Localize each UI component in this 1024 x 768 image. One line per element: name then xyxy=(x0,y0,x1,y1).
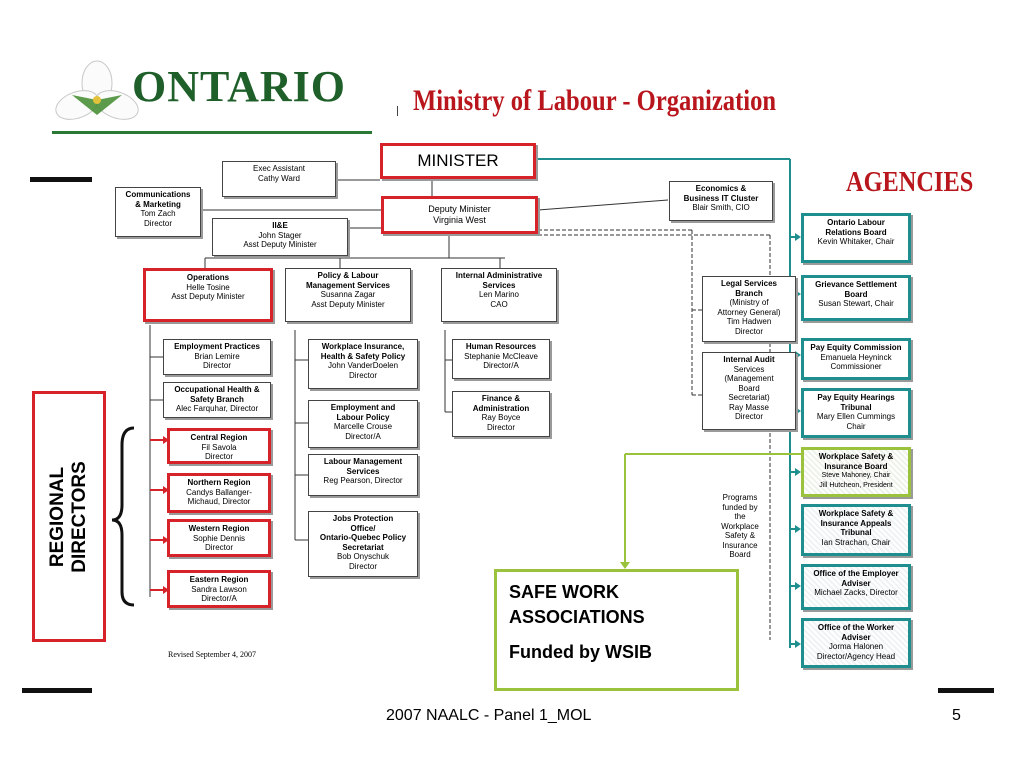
workplace-insurance-policy-box xyxy=(308,339,418,389)
legal-services-line-3: (Ministry of xyxy=(729,298,769,307)
internal-admin-box xyxy=(441,268,557,322)
internal-audit-line-2: Services xyxy=(733,364,765,374)
programs-note xyxy=(710,493,770,560)
communications-role: Director xyxy=(143,218,172,228)
programs-note-line: Board xyxy=(729,550,751,559)
policy-labour-box xyxy=(285,268,411,322)
jobs-protection-role: Director xyxy=(348,561,377,571)
workplace-insurance-policy-name: John VanderDoelen xyxy=(327,361,399,370)
employment-labour-policy-box xyxy=(308,400,418,448)
iie-title: II&E xyxy=(272,221,288,230)
deputy-minister-box xyxy=(381,196,538,234)
labour-management-box xyxy=(308,454,418,496)
jobs-protection-box xyxy=(308,511,418,577)
agency-olrb-name: Kevin Whitaker, Chair xyxy=(817,237,895,246)
agency-olrb xyxy=(801,213,911,263)
legal-services-line-6: Director xyxy=(734,326,763,336)
agency-oea-title-1: Office of the Employer xyxy=(813,569,899,578)
jobs-protection-title-3: Ontario-Quebec Policy xyxy=(319,533,407,542)
internal-audit-line-7: Director xyxy=(734,412,763,421)
legal-services-line-4: Attorney General) xyxy=(717,307,781,317)
finance-admin-title-1: Finance & xyxy=(481,394,521,403)
minister-label: MINISTER xyxy=(417,151,499,170)
deputy-minister-title: Deputy Minister xyxy=(428,204,491,214)
programs-note-line: Safety & xyxy=(724,531,756,540)
iie-name: John Stager xyxy=(258,230,302,240)
iie-box xyxy=(212,218,348,256)
workplace-insurance-policy-title-2: Health & Safety Policy xyxy=(320,351,406,361)
agency-wsib xyxy=(801,447,911,497)
internal-audit-line-6: Ray Masse xyxy=(728,402,769,412)
safe-work-line-1: SAFE WORK xyxy=(509,582,619,602)
programs-note-line: Workplace xyxy=(721,521,759,531)
exec-assistant-box xyxy=(222,161,336,197)
agency-oea-title-2: Adviser xyxy=(841,578,871,588)
eastern-region-box xyxy=(167,570,271,608)
communications-name: Tom Zach xyxy=(140,209,176,218)
agency-peht-title-1: Pay Equity Hearings xyxy=(817,393,895,402)
western-region-role: Director xyxy=(204,543,233,552)
deputy-minister-name: Virginia West xyxy=(433,215,486,225)
employment-labour-policy-title-1: Employment and xyxy=(330,403,396,412)
agencies-heading: AGENCIES xyxy=(846,166,974,198)
agency-pec xyxy=(801,338,911,380)
employment-practices-name: Brian Lemire xyxy=(194,351,240,361)
internal-audit-line-4: Board xyxy=(738,383,760,393)
internal-audit-line-3: (Management xyxy=(724,374,774,383)
programs-note-line: the xyxy=(734,512,746,521)
labour-management-title-2: Services xyxy=(346,466,380,476)
northern-region-name-1: Candys Ballanger- xyxy=(186,487,252,497)
regional-directors-line-1: REGIONAL xyxy=(47,466,68,567)
central-region-role: Director xyxy=(204,452,233,461)
agency-wsib-name-2: Jill Hutcheon, President xyxy=(819,481,893,489)
operations-title: Operations xyxy=(186,273,230,282)
economics-title-1: Economics & xyxy=(695,184,747,193)
agency-wsiat-title-2: Insurance Appeals xyxy=(820,518,892,528)
workplace-insurance-policy-title-1: Workplace Insurance, xyxy=(321,342,405,351)
eastern-region-name: Sandra Lawson xyxy=(191,584,247,594)
human-resources-name: Stephanie McCleave xyxy=(464,351,538,361)
economics-name: Blair Smith, CIO xyxy=(692,203,750,212)
internal-admin-role: CAO xyxy=(490,299,508,309)
programs-note-line: Programs xyxy=(722,493,758,502)
ohs-branch-name: Alec Farquhar, Director xyxy=(175,404,259,413)
jobs-protection-title-1: Jobs Protection xyxy=(332,514,394,523)
jobs-protection-name: Bob Onyschuk xyxy=(336,552,390,561)
agency-oea xyxy=(801,564,911,610)
programs-note-line: Insurance xyxy=(722,540,758,550)
northern-region-name-2: Michaud, Director xyxy=(187,497,251,506)
agency-peht xyxy=(801,388,911,438)
legal-services-box xyxy=(702,276,796,342)
operations-name: Helle Tosine xyxy=(186,282,230,292)
economics-box xyxy=(669,181,773,221)
agency-wsib-title-2: Insurance Board xyxy=(824,461,888,471)
safe-work-line-2: ASSOCIATIONS xyxy=(509,607,645,627)
finance-admin-box xyxy=(452,391,550,437)
agency-pec-title: Pay Equity Commission xyxy=(810,343,902,352)
agency-owa-name-1: Jorma Halonen xyxy=(828,642,884,651)
ohs-branch-title-1: Occupational Health & xyxy=(174,385,260,394)
iie-role: Asst Deputy Minister xyxy=(243,240,317,249)
agency-pec-name-1: Emanuela Heyninck xyxy=(820,352,892,362)
programs-note-line: funded by xyxy=(722,502,758,512)
agency-owa-title-1: Office of the Worker xyxy=(817,623,895,632)
human-resources-title: Human Resources xyxy=(465,342,537,351)
jobs-protection-title-4: Secretariat xyxy=(342,542,384,552)
exec-assistant-title: Exec Assistant xyxy=(252,164,306,173)
employment-labour-policy-name: Marcelle Crouse xyxy=(333,422,393,431)
eastern-region-title: Eastern Region xyxy=(189,575,249,584)
western-region-title: Western Region xyxy=(188,524,250,533)
agency-gsb-name: Susan Stewart, Chair xyxy=(818,299,894,308)
employment-labour-policy-title-2: Labour Policy xyxy=(336,412,390,422)
ohs-branch-box xyxy=(163,382,271,418)
policy-labour-title-1: Policy & Labour xyxy=(317,271,379,280)
labour-management-title-1: Labour Management xyxy=(323,457,403,466)
agency-wsiat xyxy=(801,504,911,556)
agency-gsb-title-1: Grievance Settlement xyxy=(815,280,897,289)
regional-directors-label xyxy=(47,461,91,573)
agency-wsiat-title-1: Workplace Safety & xyxy=(818,509,894,518)
communications-box xyxy=(115,187,201,237)
workplace-insurance-policy-role: Director xyxy=(348,370,377,380)
operations-role: Asst Deputy Minister xyxy=(171,292,245,301)
page-number: 5 xyxy=(952,707,961,724)
northern-region-box xyxy=(167,473,271,513)
policy-labour-name: Susanna Zagar xyxy=(320,290,376,299)
employment-practices-title: Employment Practices xyxy=(174,342,260,351)
agency-wsib-title-1: Workplace Safety & xyxy=(818,452,894,461)
western-region-box xyxy=(167,519,271,557)
safe-work-line-3: Funded by WSIB xyxy=(509,642,652,662)
eastern-region-role: Director/A xyxy=(201,594,237,603)
human-resources-box xyxy=(452,339,550,379)
labour-management-name: Reg Pearson, Director xyxy=(323,476,403,485)
agency-olrb-title-1: Ontario Labour xyxy=(827,218,885,227)
agency-peht-title-2: Tribunal xyxy=(840,402,872,412)
legal-services-line-1: Legal Services xyxy=(720,279,778,288)
finance-admin-title-2: Administration xyxy=(472,403,530,413)
agency-gsb xyxy=(801,275,911,321)
policy-labour-title-2: Management Services xyxy=(305,280,391,290)
legal-services-line-2: Branch xyxy=(735,288,763,298)
safe-work-associations-box xyxy=(494,569,739,691)
agency-owa-title-2: Adviser xyxy=(841,632,871,642)
internal-audit-line-1: Internal Audit xyxy=(723,355,775,364)
human-resources-role: Director/A xyxy=(483,361,519,370)
agency-wsiat-title-3: Tribunal xyxy=(840,528,872,537)
agency-olrb-title-2: Relations Board xyxy=(825,227,887,237)
regional-directors-box xyxy=(32,391,106,642)
communications-title-1: Communications xyxy=(125,190,191,199)
agency-gsb-title-2: Board xyxy=(844,289,868,299)
agency-wsib-name-1: Steve Mahoney, Chair xyxy=(821,472,891,479)
agency-owa-name-2: Director/Agency Head xyxy=(816,651,896,661)
western-region-name: Sophie Dennis xyxy=(192,533,246,543)
internal-admin-title-1: Internal Administrative xyxy=(455,271,543,280)
finance-admin-role: Director xyxy=(486,422,515,432)
agency-peht-name-1: Mary Ellen Cummings xyxy=(816,412,896,421)
policy-labour-role: Asst Deputy Minister xyxy=(311,299,385,309)
finance-admin-name: Ray Boyce xyxy=(481,413,521,422)
exec-assistant-name: Cathy Ward xyxy=(258,173,300,183)
minister-box xyxy=(380,143,536,179)
ohs-branch-title-2: Safety Branch xyxy=(190,394,244,404)
footer-label: 2007 NAALC - Panel 1_MOL xyxy=(386,707,592,724)
page-title: Ministry of Labour - Organization xyxy=(413,84,777,117)
internal-admin-title-2: Services xyxy=(482,280,516,290)
central-region-title: Central Region xyxy=(190,433,248,442)
central-region-box xyxy=(167,428,271,464)
employment-labour-policy-role: Director/A xyxy=(345,431,381,441)
employment-practices-box xyxy=(163,339,271,375)
jobs-protection-title-2: Office/ xyxy=(350,523,376,533)
agency-pec-name-2: Commissioner xyxy=(830,362,882,371)
legal-services-line-5: Tim Hadwen xyxy=(726,317,772,326)
internal-admin-name: Len Marino xyxy=(478,290,520,299)
central-region-name: Fil Savola xyxy=(201,442,237,452)
agency-peht-name-2: Chair xyxy=(846,421,866,431)
employment-practices-role: Director xyxy=(202,361,231,370)
revised-date: Revised September 4, 2007 xyxy=(168,650,256,659)
northern-region-title: Northern Region xyxy=(187,478,251,487)
communications-title-2: & Marketing xyxy=(135,199,181,209)
agency-wsiat-name: Ian Strachan, Chair xyxy=(821,537,891,547)
internal-audit-box xyxy=(702,352,796,430)
agency-oea-name: Michael Zacks, Director xyxy=(814,588,898,597)
operations-box xyxy=(143,268,273,322)
agency-owa xyxy=(801,618,911,668)
regional-directors-line-2: DIRECTORS xyxy=(69,460,90,573)
internal-audit-line-5: Secretariat) xyxy=(728,393,770,402)
economics-title-2: Business IT Cluster xyxy=(683,193,759,203)
logo-text: ONTARIO xyxy=(132,62,346,111)
